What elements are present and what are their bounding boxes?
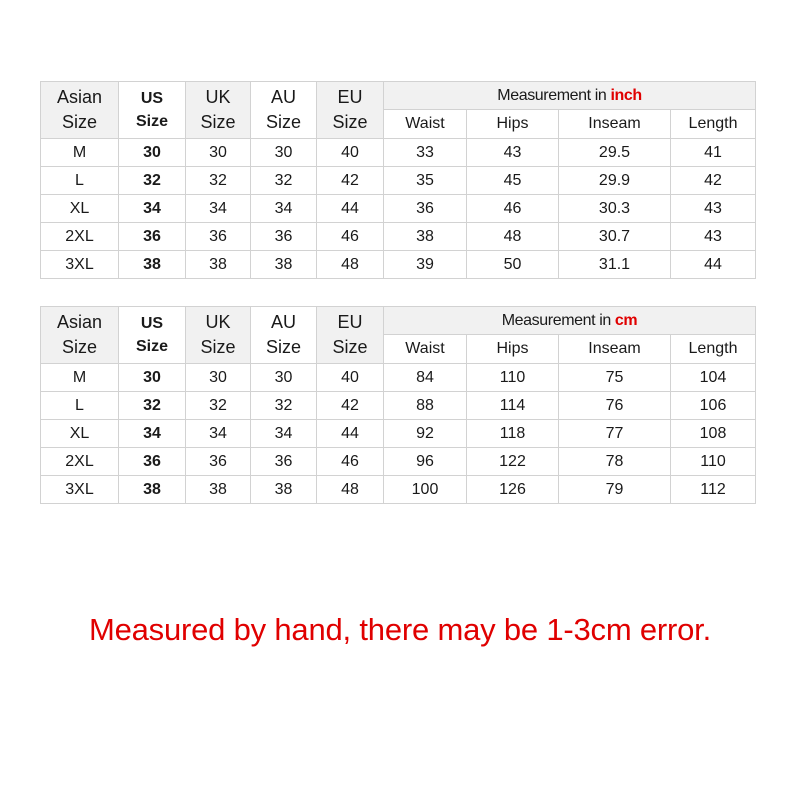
- table-row: [41, 223, 756, 251]
- cell-us: 34: [119, 420, 186, 448]
- cell-waist: 36: [384, 195, 467, 223]
- cell-asian: XL: [41, 420, 119, 448]
- cell-waist: 100: [384, 476, 467, 504]
- table-row: [41, 195, 756, 223]
- cell-uk: 34: [186, 420, 251, 448]
- cell-length: 42: [671, 167, 756, 195]
- table-row: [41, 139, 756, 167]
- cell-waist: 92: [384, 420, 467, 448]
- cell-uk: 30: [186, 364, 251, 392]
- cell-us: 32: [119, 167, 186, 195]
- cell-eu: 42: [317, 167, 384, 195]
- cell-au: 36: [251, 223, 317, 251]
- cell-asian: M: [41, 139, 119, 167]
- cell-us: 34: [119, 195, 186, 223]
- cell-length: 112: [671, 476, 756, 504]
- cell-au: 30: [251, 139, 317, 167]
- header-length: Length: [671, 110, 756, 139]
- measurement-title: Measurement in cm: [384, 307, 756, 335]
- cell-length: 41: [671, 139, 756, 167]
- cell-hips: 46: [467, 195, 559, 223]
- cell-asian: 3XL: [41, 476, 119, 504]
- header-au-size: AU Size: [251, 307, 317, 364]
- cell-uk: 32: [186, 167, 251, 195]
- cell-uk: 34: [186, 195, 251, 223]
- size-table-inch: [40, 81, 756, 279]
- cell-asian: 2XL: [41, 223, 119, 251]
- cell-uk: 38: [186, 251, 251, 279]
- size-table-cm: [40, 306, 756, 504]
- cell-au: 32: [251, 392, 317, 420]
- header-asian-size: Asian Size: [41, 82, 119, 139]
- table-row: [41, 476, 756, 504]
- measurement-title: Measurement in inch: [384, 82, 756, 110]
- cell-au: 30: [251, 364, 317, 392]
- cell-hips: 110: [467, 364, 559, 392]
- cell-inseam: 77: [559, 420, 671, 448]
- table-row: [41, 364, 756, 392]
- cell-us: 36: [119, 448, 186, 476]
- cell-asian: 3XL: [41, 251, 119, 279]
- cell-us: 30: [119, 139, 186, 167]
- table-row: [41, 251, 756, 279]
- cell-inseam: 76: [559, 392, 671, 420]
- cell-length: 44: [671, 251, 756, 279]
- cell-us: 30: [119, 364, 186, 392]
- cell-asian: 2XL: [41, 448, 119, 476]
- cell-au: 34: [251, 420, 317, 448]
- cell-inseam: 29.9: [559, 167, 671, 195]
- cell-asian: XL: [41, 195, 119, 223]
- cell-hips: 48: [467, 223, 559, 251]
- cell-hips: 114: [467, 392, 559, 420]
- cell-inseam: 29.5: [559, 139, 671, 167]
- table-row: [41, 420, 756, 448]
- cell-inseam: 78: [559, 448, 671, 476]
- cell-au: 38: [251, 476, 317, 504]
- cell-asian: L: [41, 167, 119, 195]
- header-au-size: AU Size: [251, 82, 317, 139]
- header-inseam: Inseam: [559, 335, 671, 364]
- cell-inseam: 30.3: [559, 195, 671, 223]
- cell-waist: 39: [384, 251, 467, 279]
- cell-eu: 40: [317, 364, 384, 392]
- header-us-size: US Size: [119, 82, 186, 139]
- header-uk-size: UK Size: [186, 82, 251, 139]
- header-eu-size: EU Size: [317, 82, 384, 139]
- cell-hips: 50: [467, 251, 559, 279]
- cell-uk: 30: [186, 139, 251, 167]
- cell-hips: 122: [467, 448, 559, 476]
- cell-eu: 40: [317, 139, 384, 167]
- cell-waist: 35: [384, 167, 467, 195]
- table-row: [41, 392, 756, 420]
- cell-us: 38: [119, 251, 186, 279]
- cell-asian: L: [41, 392, 119, 420]
- cell-inseam: 79: [559, 476, 671, 504]
- cell-us: 38: [119, 476, 186, 504]
- cell-au: 32: [251, 167, 317, 195]
- header-waist: Waist: [384, 335, 467, 364]
- header-inseam: Inseam: [559, 110, 671, 139]
- cell-us: 36: [119, 223, 186, 251]
- header-eu-size: EU Size: [317, 307, 384, 364]
- measurement-note: Measured by hand, there may be 1-3cm error.: [88, 612, 712, 647]
- cell-eu: 42: [317, 392, 384, 420]
- cell-waist: 88: [384, 392, 467, 420]
- header-asian-size: Asian Size: [41, 307, 119, 364]
- header-uk-size: UK Size: [186, 307, 251, 364]
- cell-eu: 48: [317, 476, 384, 504]
- cell-eu: 44: [317, 420, 384, 448]
- cell-length: 108: [671, 420, 756, 448]
- measurement-unit: cm: [614, 311, 638, 329]
- table-row: [41, 167, 756, 195]
- cell-length: 43: [671, 223, 756, 251]
- cell-us: 32: [119, 392, 186, 420]
- cell-au: 36: [251, 448, 317, 476]
- cell-uk: 38: [186, 476, 251, 504]
- cell-length: 43: [671, 195, 756, 223]
- cell-uk: 32: [186, 392, 251, 420]
- cell-length: 104: [671, 364, 756, 392]
- header-length: Length: [671, 335, 756, 364]
- cell-hips: 45: [467, 167, 559, 195]
- cell-hips: 118: [467, 420, 559, 448]
- cell-inseam: 75: [559, 364, 671, 392]
- cell-hips: 43: [467, 139, 559, 167]
- measurement-unit: inch: [610, 86, 642, 104]
- cell-waist: 38: [384, 223, 467, 251]
- cell-waist: 33: [384, 139, 467, 167]
- cell-length: 106: [671, 392, 756, 420]
- cell-au: 38: [251, 251, 317, 279]
- cell-eu: 46: [317, 223, 384, 251]
- cell-waist: 84: [384, 364, 467, 392]
- cell-inseam: 30.7: [559, 223, 671, 251]
- cell-eu: 46: [317, 448, 384, 476]
- cell-eu: 44: [317, 195, 384, 223]
- header-waist: Waist: [384, 110, 467, 139]
- header-hips: Hips: [467, 110, 559, 139]
- cell-au: 34: [251, 195, 317, 223]
- cell-waist: 96: [384, 448, 467, 476]
- table-row: [41, 448, 756, 476]
- cell-length: 110: [671, 448, 756, 476]
- cell-inseam: 31.1: [559, 251, 671, 279]
- cell-uk: 36: [186, 223, 251, 251]
- cell-hips: 126: [467, 476, 559, 504]
- cell-eu: 48: [317, 251, 384, 279]
- cell-asian: M: [41, 364, 119, 392]
- header-us-size: US Size: [119, 307, 186, 364]
- header-hips: Hips: [467, 335, 559, 364]
- cell-uk: 36: [186, 448, 251, 476]
